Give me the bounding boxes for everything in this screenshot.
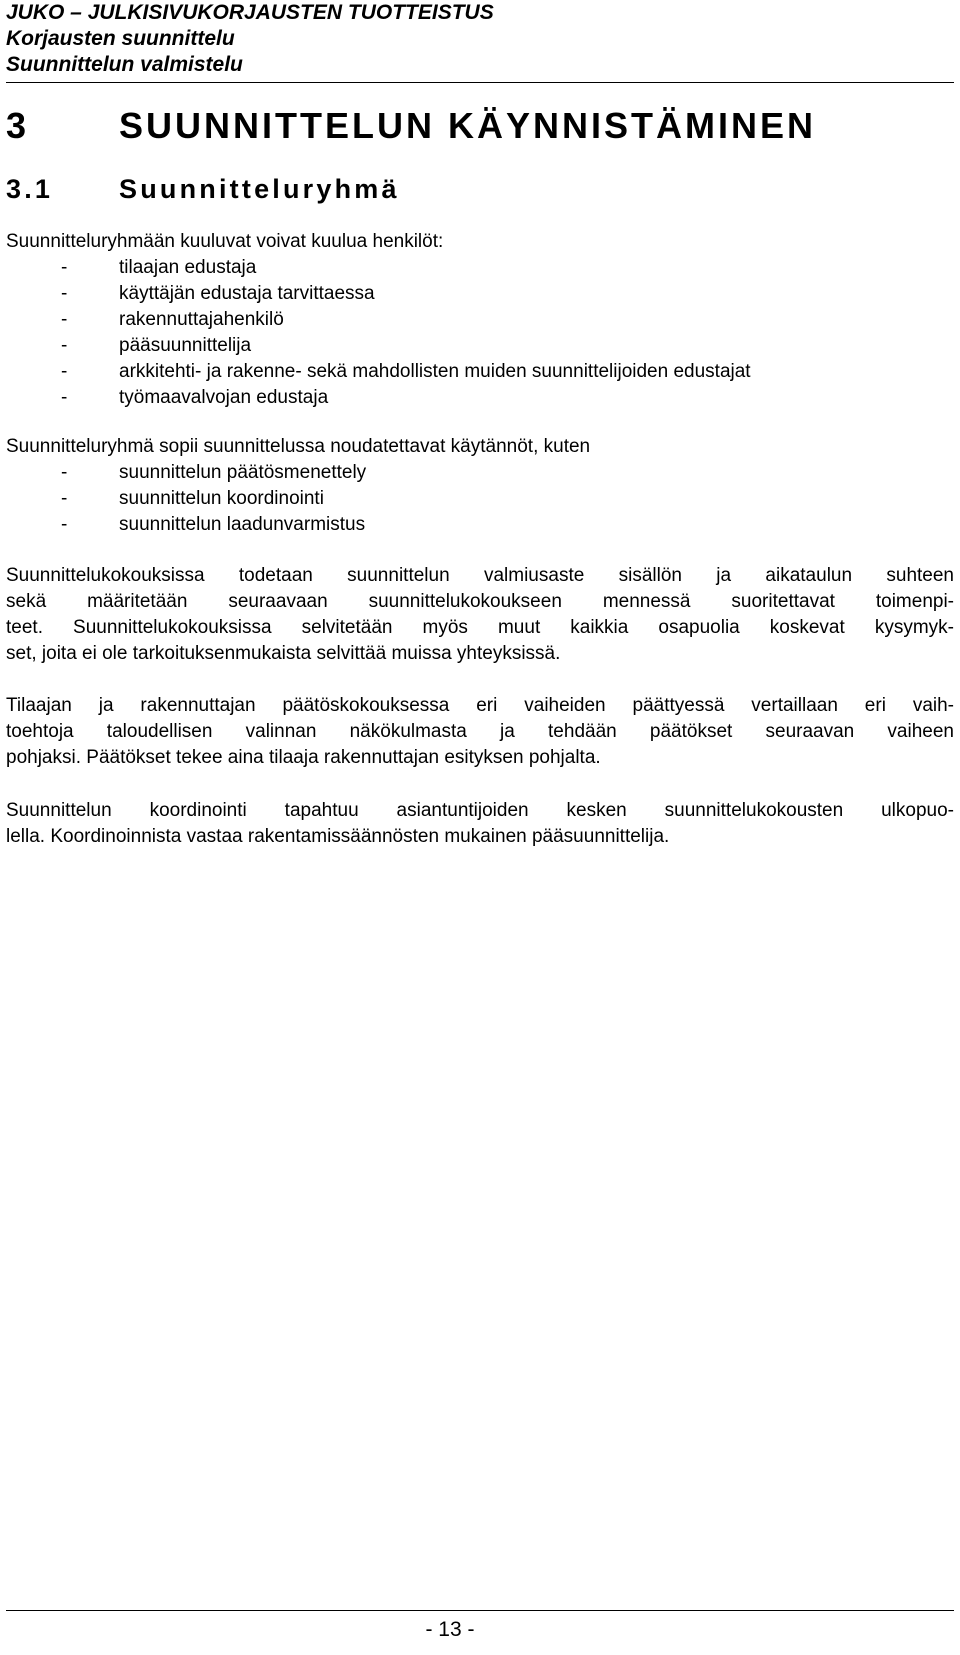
text-line: Tilaajan ja rakennuttajan päätöskokouksessa eri vaiheiden päättyessä vertaillaan eri vaih-	[6, 695, 954, 716]
list-item: - suunnittelun päätösmenettely	[61, 462, 367, 483]
list-item: - suunnittelun koordinointi	[61, 488, 324, 509]
paragraph-members	[6, 229, 954, 411]
members-list	[6, 255, 954, 411]
list-item: - käyttäjän edustaja tarvittaessa	[61, 283, 375, 304]
text-line: set, joita ei ole tarkoituksenmukaista selvittää muissa yhteyksissä.	[6, 643, 561, 664]
chapter-number: 3	[6, 105, 30, 146]
header-subtitle: Korjausten suunnittelu	[6, 27, 235, 50]
practices-list	[6, 460, 954, 538]
paragraph-intro: Suunnitteluryhmään kuuluvat voivat kuulua henkilöt:	[6, 231, 444, 252]
text-line: Suunnittelukokouksissa todetaan suunnittelun valmiusaste sisällön ja aikataulun suhteen	[6, 565, 954, 586]
text-line: sekä määritetään seuraavaan suunnittelukokoukseen mennessä suoritettavat toimenpi-	[6, 591, 954, 612]
chapter-heading	[6, 104, 816, 148]
header-project-title: JUKO – JULKISIVUKORJAUSTEN TUOTTEISTUS	[6, 1, 494, 24]
running-header	[6, 0, 954, 78]
list-item: - tilaajan edustaja	[61, 257, 257, 278]
list-item: - arkkitehti- ja rakenne- sekä mahdollisten muiden suunnittelijoiden edustajat	[61, 361, 751, 382]
paragraph-intro: Suunnitteluryhmä sopii suunnittelussa noudatettavat käytännöt, kuten	[6, 436, 591, 457]
paragraph-practices	[6, 434, 954, 538]
header-section: Suunnittelun valmistelu	[6, 53, 243, 76]
text-line: pohjaksi. Päätökset tekee aina tilaaja rakennuttajan esityksen pohjalta.	[6, 747, 601, 768]
paragraph-meetings	[6, 563, 954, 667]
paragraph-coordination	[6, 798, 954, 850]
chapter-title: SUUNNITTELUN KÄYNNISTÄMINEN	[119, 105, 816, 146]
section-number: 3.1	[6, 174, 54, 204]
header-divider	[6, 82, 954, 83]
text-line: teet. Suunnittelukokouksissa selvitetään myös muut kaikkia osapuolia koskevat kysymyk-	[6, 617, 954, 638]
text-line: toehtoja taloudellisen valinnan näkökulmasta ja tehdään päätökset seuraavan vaiheen	[6, 721, 954, 742]
list-item: - pääsuunnittelija	[61, 335, 252, 356]
paragraph-decisions	[6, 693, 954, 771]
list-item: - suunnittelun laadunvarmistus	[61, 514, 366, 535]
footer-divider	[6, 1610, 954, 1611]
list-item: - rakennuttajahenkilö	[61, 309, 284, 330]
text-line: Suunnittelun koordinointi tapahtuu asiantuntijoiden kesken suunnittelukokousten ulkopuo-	[6, 800, 954, 821]
section-heading	[6, 172, 400, 206]
text-line: lella. Koordinoinnista vastaa rakentamissäännösten mukainen pääsuunnittelija.	[6, 826, 670, 847]
page-number: - 13 -	[425, 1618, 475, 1641]
list-item: - työmaavalvojan edustaja	[61, 387, 329, 408]
section-title: Suunnitteluryhmä	[119, 174, 400, 204]
